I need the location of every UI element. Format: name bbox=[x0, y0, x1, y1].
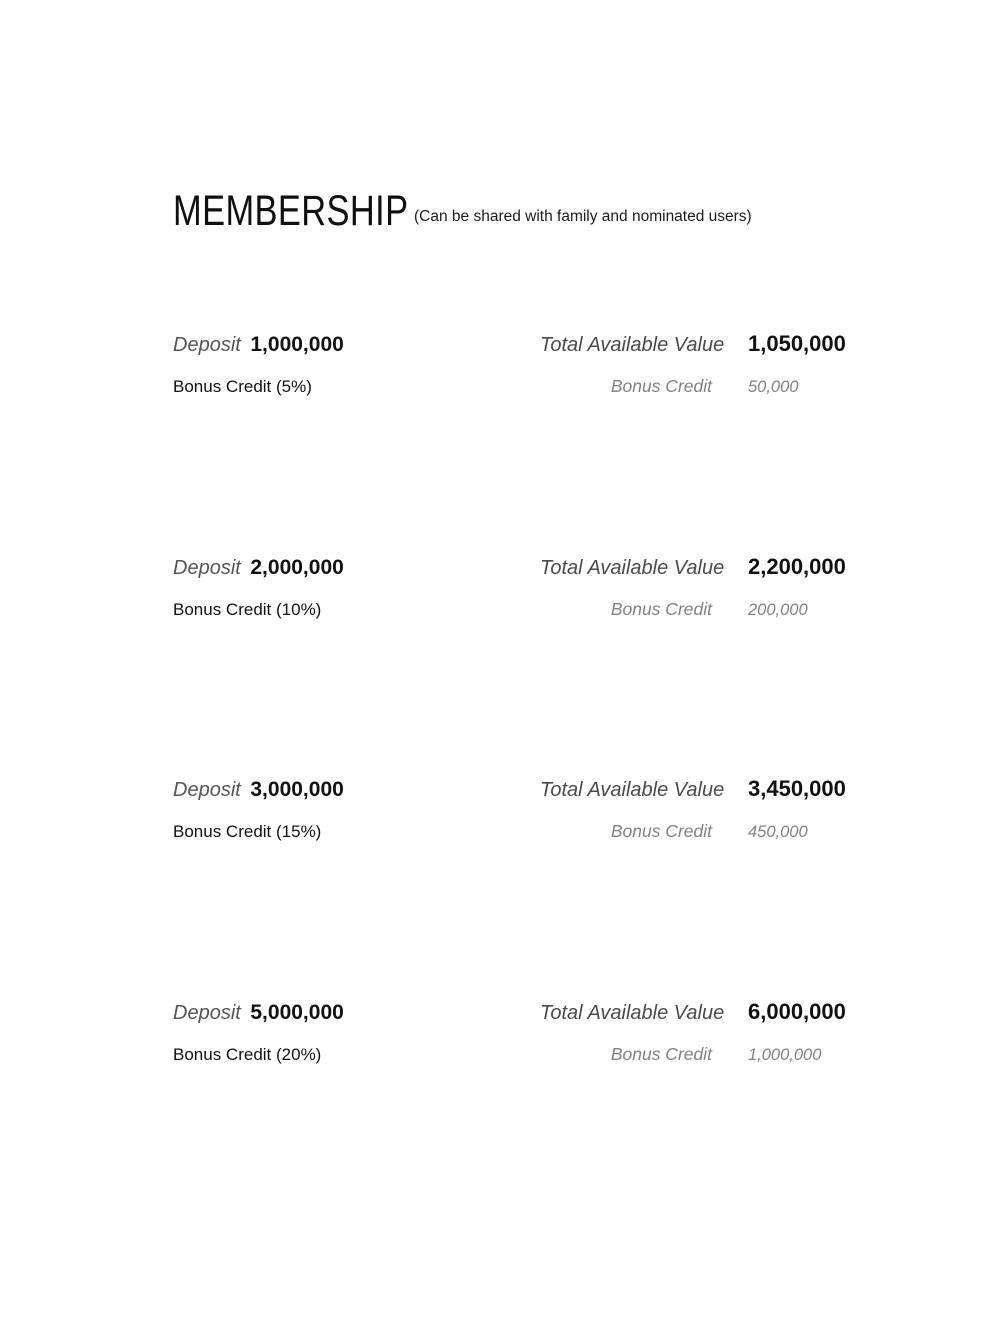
deposit-amount: 3,000,000 bbox=[250, 778, 344, 801]
total-available-value-amount: 6,000,000 bbox=[748, 998, 846, 1024]
total-available-value-amount: 3,450,000 bbox=[748, 776, 846, 801]
bonus-credit-label: Bonus Credit bbox=[610, 598, 712, 619]
membership-tier-2 bbox=[173, 554, 848, 621]
membership-tier-3 bbox=[173, 776, 848, 843]
bonus-credit-percent: Bonus Credit (10%) bbox=[173, 599, 322, 619]
membership-tier-1 bbox=[173, 331, 848, 398]
bonus-credit-label: Bonus Credit bbox=[610, 1043, 712, 1064]
deposit-label: Deposit bbox=[173, 334, 241, 356]
page-subtitle: (Can be shared with family and nominated users) bbox=[414, 208, 752, 225]
total-available-value-label: Total Available Value bbox=[540, 556, 725, 579]
deposit-line bbox=[173, 777, 504, 803]
bonus-credit-amount: 200,000 bbox=[748, 600, 808, 619]
total-available-value-label: Total Available Value bbox=[540, 1001, 725, 1024]
bonus-credit-amount: 50,000 bbox=[748, 378, 799, 397]
bonus-credit-percent: Bonus Credit (15%) bbox=[173, 822, 322, 842]
deposit-label: Deposit bbox=[173, 556, 241, 579]
total-available-value-amount: 1,050,000 bbox=[748, 331, 846, 356]
total-available-value-label: Total Available Value bbox=[540, 334, 725, 356]
membership-tier-4 bbox=[173, 999, 848, 1066]
bonus-credit-label: Bonus Credit bbox=[610, 376, 712, 397]
bonus-credit-percent: Bonus Credit (5%) bbox=[173, 377, 312, 397]
page-title-wrap bbox=[173, 188, 409, 235]
bonus-credit-amount: 1,000,000 bbox=[748, 1045, 822, 1064]
deposit-label: Deposit bbox=[173, 779, 241, 801]
membership-tiers bbox=[173, 331, 848, 1221]
deposit-line bbox=[173, 332, 504, 358]
total-available-value-label: Total Available Value bbox=[540, 779, 725, 801]
deposit-line bbox=[173, 555, 504, 581]
total-available-value-amount: 2,200,000 bbox=[748, 553, 846, 579]
page-title: MEMBERSHIP bbox=[173, 188, 409, 235]
bonus-credit-amount: 450,000 bbox=[748, 823, 808, 842]
bonus-credit-label: Bonus Credit bbox=[610, 821, 712, 842]
bonus-credit-percent: Bonus Credit (20%) bbox=[173, 1044, 322, 1064]
deposit-amount: 1,000,000 bbox=[250, 333, 344, 356]
deposit-amount: 2,000,000 bbox=[250, 555, 344, 579]
deposit-line bbox=[173, 1000, 504, 1026]
page-header bbox=[173, 188, 752, 235]
deposit-amount: 5,000,000 bbox=[250, 1000, 344, 1024]
deposit-label: Deposit bbox=[173, 1001, 241, 1024]
